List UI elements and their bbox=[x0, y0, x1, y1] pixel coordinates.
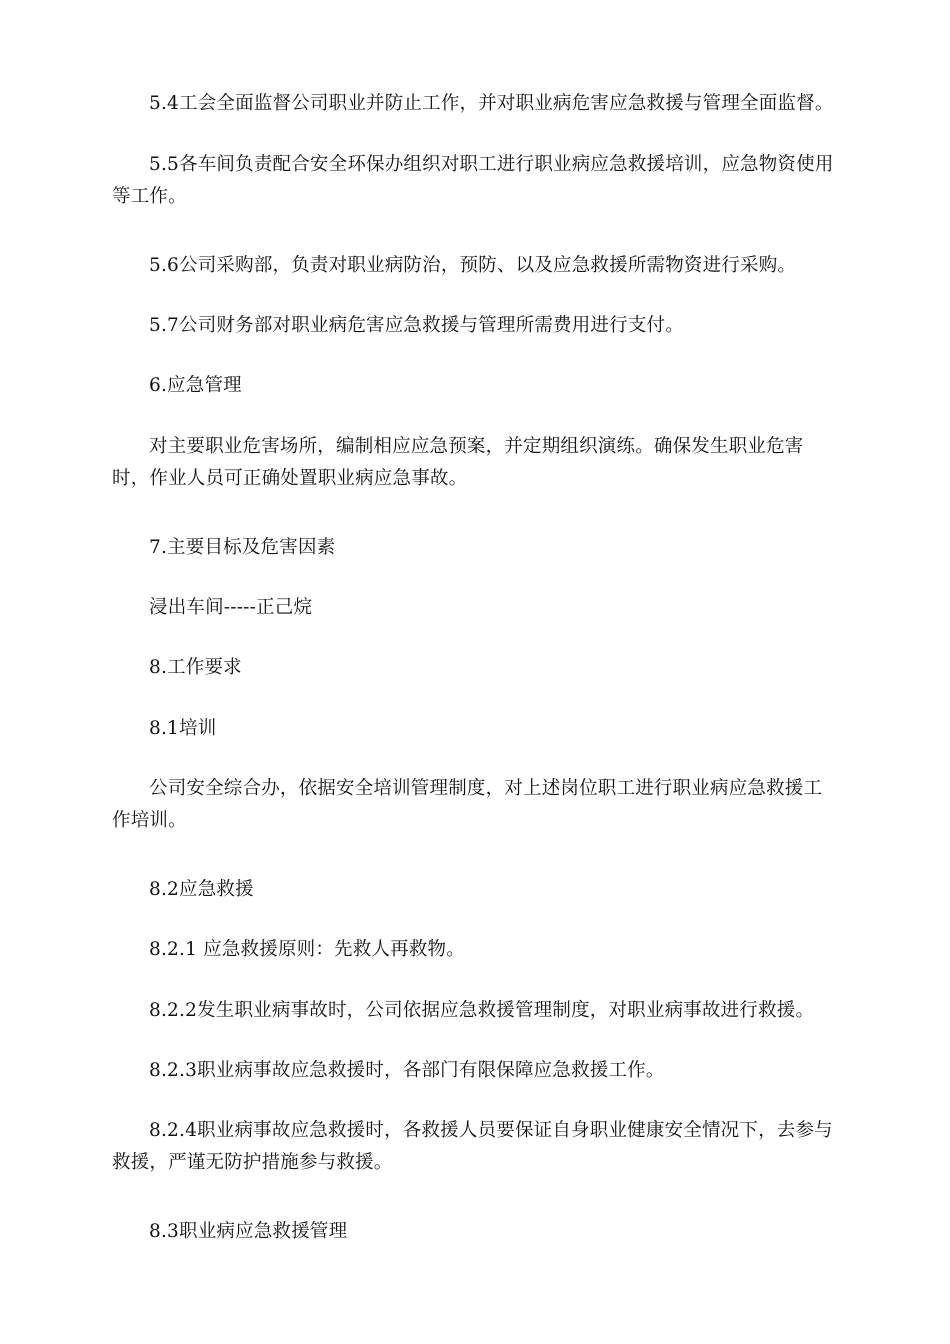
heading-8: 8.工作要求 bbox=[149, 657, 242, 678]
heading-7: 7.主要目标及危害因素 bbox=[149, 537, 336, 558]
paragraph-8-2-3: 8.2.3职业病事故应急救援时，各部门有限保障应急救援工作。 bbox=[149, 1060, 665, 1081]
paragraph-5-6: 5.6公司采购部，负责对职业病防治，预防、以及应急救援所需物资进行采购。 bbox=[149, 255, 797, 276]
paragraph-8-1-body: 公司安全综合办，依据安全培训管理制度，对上述岗位职工进行职业病应急救援工作培训。 bbox=[112, 778, 823, 831]
paragraph-8-2-1: 8.2.1 应急救援原则：先救人再救物。 bbox=[149, 939, 465, 960]
heading-8-2: 8.2应急救援 bbox=[149, 879, 254, 900]
paragraph-5-5: 5.5各车间负责配合安全环保办组织对职工进行职业病应急救援培训，应急物资使用等工作。 bbox=[112, 154, 834, 207]
paragraph-5-7: 5.7公司财务部对职业病危害应急救援与管理所需费用进行支付。 bbox=[149, 315, 684, 336]
paragraph-5-4: 5.4工会全面监督公司职业并防止工作，并对职业病危害应急救援与管理全面监督。 bbox=[149, 93, 834, 114]
paragraph-8-2-4: 8.2.4职业病事故应急救援时，各救援人员要保证自身职业健康安全情况下，去参与救援，严谨无防护措施参与救援。 bbox=[112, 1120, 833, 1173]
heading-8-1: 8.1培训 bbox=[149, 718, 217, 739]
heading-8-3: 8.3职业病应急救援管理 bbox=[149, 1221, 348, 1242]
paragraph-7-body: 浸出车间-----正己烷 bbox=[149, 597, 313, 618]
paragraph-8-2-2: 8.2.2发生职业病事故时，公司依据应急救援管理制度，对职业病事故进行救援。 bbox=[149, 1000, 815, 1021]
paragraph-6-body: 对主要职业危害场所，编制相应应急预案，并定期组织演练。确保发生职业危害时，作业人员可正确处置职业病应急事故。 bbox=[112, 436, 804, 489]
heading-6: 6.应急管理 bbox=[149, 375, 242, 396]
